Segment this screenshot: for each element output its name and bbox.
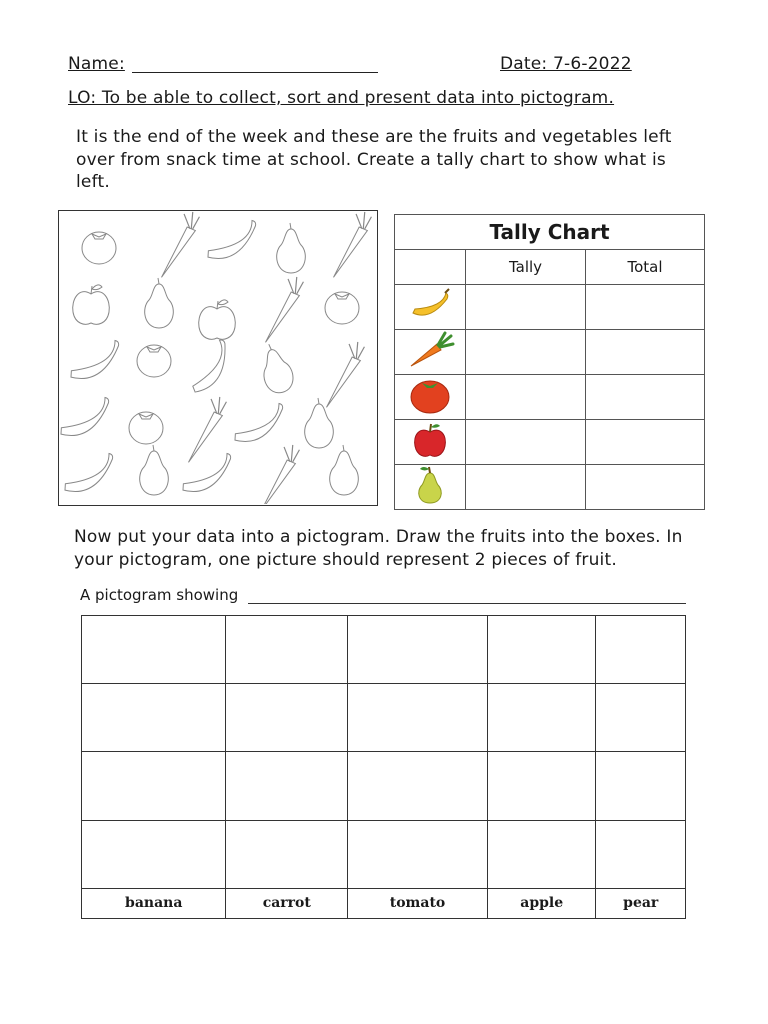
learning-objective: LO: To be able to collect, sort and present data into pictogram.	[68, 88, 615, 108]
banana-outline-icon	[202, 220, 262, 262]
banana-outline-icon	[65, 340, 125, 382]
pear-outline-icon	[305, 398, 334, 448]
intro-text: It is the end of the week and these are the fruits and vegetables left over from snack time at school. Create a tally chart to show what is left.	[76, 127, 672, 192]
pictogram-cell[interactable]	[596, 684, 686, 752]
tally-header-blank	[395, 250, 466, 285]
apple-icon	[395, 420, 466, 465]
tally-cell[interactable]	[466, 420, 586, 465]
tally-cell[interactable]	[466, 375, 586, 420]
tally-row-carrot	[395, 330, 705, 375]
banana-outline-icon	[59, 397, 115, 439]
pictogram-label-carrot: carrot	[226, 888, 348, 918]
pictogram-cell[interactable]	[226, 820, 348, 888]
pictogram-cell[interactable]	[348, 820, 488, 888]
date-label: Date: 7-6-2022	[500, 54, 632, 74]
pictogram-cell[interactable]	[487, 684, 596, 752]
carrot-outline-icon	[244, 273, 318, 343]
apple-outline-icon	[73, 285, 110, 324]
pictogram-label-tomato: tomato	[348, 888, 488, 918]
pictogram-title-blank[interactable]	[248, 603, 686, 604]
tally-row-banana	[395, 285, 705, 330]
pictogram-title: A pictogram showing	[80, 586, 239, 604]
tally-row-tomato	[395, 375, 705, 420]
header-row	[68, 54, 638, 78]
total-cell[interactable]	[586, 375, 705, 420]
carrot-outline-icon	[240, 441, 314, 504]
pictogram-cell[interactable]	[82, 684, 226, 752]
pictogram-cell[interactable]	[596, 752, 686, 820]
pictogram-label-pear: pear	[596, 888, 686, 918]
tally-row-apple	[395, 420, 705, 465]
banana-outline-icon	[59, 453, 119, 495]
pictogram-cell[interactable]	[348, 684, 488, 752]
pictogram-label-apple: apple	[487, 888, 596, 918]
pear-outline-icon	[140, 445, 169, 495]
pear-icon	[395, 465, 466, 510]
pictogram-cell[interactable]	[487, 752, 596, 820]
pictogram-cell[interactable]	[348, 616, 488, 684]
pictogram-cell[interactable]	[226, 684, 348, 752]
pictogram-cell[interactable]	[487, 616, 596, 684]
name-label: Name:	[68, 54, 125, 74]
pictogram-cell[interactable]	[82, 752, 226, 820]
carrot-outline-icon	[167, 393, 241, 463]
pear-outline-icon	[256, 340, 297, 396]
tally-column-header: Tally	[466, 250, 586, 285]
banana-outline-icon	[180, 339, 241, 396]
pear-outline-icon	[330, 445, 359, 495]
pictogram-cell[interactable]	[596, 616, 686, 684]
pictogram-cell[interactable]	[226, 752, 348, 820]
banana-outline-icon	[229, 403, 289, 445]
pictogram-instructions: Now put your data into a pictogram. Draw the fruits into the boxes. In your pictogram, one picture should represent 2 pieces of fruit.	[74, 527, 683, 570]
carrot-outline-icon	[140, 211, 214, 277]
total-cell[interactable]	[586, 420, 705, 465]
apple-outline-icon	[199, 300, 236, 339]
banana-icon	[395, 285, 466, 330]
tally-chart-title: Tally Chart	[395, 215, 705, 250]
carrot-icon	[395, 330, 466, 375]
total-cell[interactable]	[586, 465, 705, 510]
tomato-icon	[395, 375, 466, 420]
tally-chart	[394, 214, 705, 510]
tally-row-pear	[395, 465, 705, 510]
tomato-outline-icon	[137, 345, 171, 377]
name-blank-line[interactable]	[132, 72, 378, 73]
pictogram-cell[interactable]	[82, 820, 226, 888]
pictogram-cell[interactable]	[348, 752, 488, 820]
carrot-outline-icon	[312, 211, 376, 277]
pictogram-cell[interactable]	[596, 820, 686, 888]
tomato-outline-icon	[129, 412, 163, 444]
pear-outline-icon	[145, 278, 174, 328]
pictogram-grid	[81, 615, 686, 919]
pictogram-cell[interactable]	[487, 820, 596, 888]
pear-outline-icon	[277, 223, 306, 273]
pictogram-title-row	[80, 586, 686, 608]
fruit-picture	[58, 210, 378, 506]
tally-cell[interactable]	[466, 285, 586, 330]
tally-cell[interactable]	[466, 330, 586, 375]
total-cell[interactable]	[586, 285, 705, 330]
total-cell[interactable]	[586, 330, 705, 375]
fruit-outline-drawing	[59, 211, 376, 504]
banana-outline-icon	[177, 453, 237, 495]
total-column-header: Total	[586, 250, 705, 285]
pictogram-cell[interactable]	[226, 616, 348, 684]
carrot-outline-icon	[305, 338, 376, 408]
pictogram-label-banana: banana	[82, 888, 226, 918]
tally-cell[interactable]	[466, 465, 586, 510]
tomato-outline-icon	[82, 232, 116, 264]
pictogram-cell[interactable]	[82, 616, 226, 684]
tomato-outline-icon	[325, 292, 359, 324]
